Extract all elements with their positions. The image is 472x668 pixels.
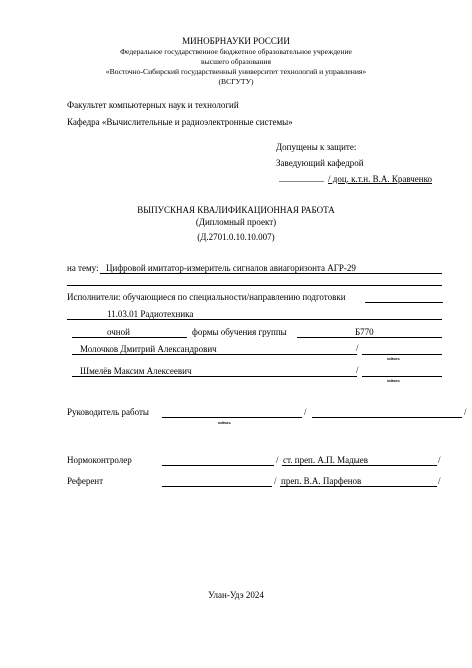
slash-separator: / <box>304 407 307 417</box>
referee-label: Референт <box>67 476 104 486</box>
student-name-underline <box>72 376 357 377</box>
study-form: очной <box>107 327 130 337</box>
supervisor-signature-line <box>162 417 302 418</box>
supervisor-label: Руководитель работы <box>67 407 149 417</box>
signature-caption: подпись <box>218 421 231 425</box>
topic-label: на тему: <box>67 263 99 273</box>
work-title: ВЫПУСКНАЯ КВАЛИФИКАЦИОННАЯ РАБОТА <box>137 205 335 215</box>
city-year: Улан-Удэ 2024 <box>208 590 264 600</box>
slash-separator: / <box>356 365 359 375</box>
head-name: / доц. к.т.н. В.А. Кравченко <box>328 174 433 184</box>
signature-caption: подпись <box>387 379 400 383</box>
slash-separator: / <box>274 476 277 486</box>
slash-separator: / <box>464 407 467 417</box>
student-name-underline <box>72 354 357 355</box>
normcontrol-name: ст. преп. А.П. Мадыев <box>283 455 368 465</box>
study-form-underline <box>72 337 187 338</box>
head-label: Заведующий кафедрой <box>276 158 364 168</box>
slash-separator: / <box>438 455 441 465</box>
department: Кафедра «Вычислительные и радиоэлектронные системы» <box>67 117 293 127</box>
study-form-label: формы обучения группы <box>192 327 287 337</box>
executors-line <box>365 302 443 303</box>
topic-value: Цифровой имитатор-измеритель сигналов авиагоризонта АГР-29 <box>106 263 356 273</box>
topic-underline <box>100 273 442 274</box>
slash-separator: / <box>356 343 359 353</box>
student-name: Шмелёв Максим Алексеевич <box>80 366 192 376</box>
faculty: Факультет компьютерных наук и технологий <box>67 100 239 110</box>
admitted-label: Допущены к защите: <box>276 142 357 152</box>
executors-label: Исполнители: обучающиеся по специальности/направлению подготовки <box>67 292 346 302</box>
referee-signature-line <box>162 486 272 487</box>
normcontrol-signature-line <box>162 465 274 466</box>
university-name: «Восточно-Сибирский государственный университет технологий и управления» <box>105 67 367 76</box>
work-subtitle: (Дипломный проект) <box>195 217 277 227</box>
normcontrol-name-line <box>282 465 437 466</box>
work-code: (Д.2701.0.10.10.007) <box>197 232 275 242</box>
signature-caption: подпись <box>387 357 400 361</box>
org-line-2: высшего образования <box>201 57 271 66</box>
group-underline <box>297 337 442 338</box>
signature-line <box>362 376 442 377</box>
signature-line <box>362 354 442 355</box>
referee-name: преп. В.А. Парфенов <box>281 476 362 486</box>
ministry-name: МИНОБРНАУКИ РОССИИ <box>182 36 290 46</box>
referee-name-line <box>280 486 437 487</box>
slash-separator: / <box>438 476 441 486</box>
org-line-1: Федеральное государственное бюджетное образовательное учреждение <box>120 47 352 56</box>
university-abbr: (ВСГУТУ) <box>218 77 254 86</box>
specialty: 11.03.01 Радиотехника <box>107 309 194 319</box>
slash-separator: / <box>276 455 279 465</box>
specialty-underline <box>67 319 442 320</box>
supervisor-name-line <box>312 417 462 418</box>
head-blank: __________ <box>279 173 324 183</box>
topic-extra-line <box>67 285 442 286</box>
normcontrol-label: Нормоконтролер <box>67 455 132 465</box>
student-name: Молочков Дмитрий Александрович <box>80 344 217 354</box>
group-number: Б770 <box>355 327 374 337</box>
